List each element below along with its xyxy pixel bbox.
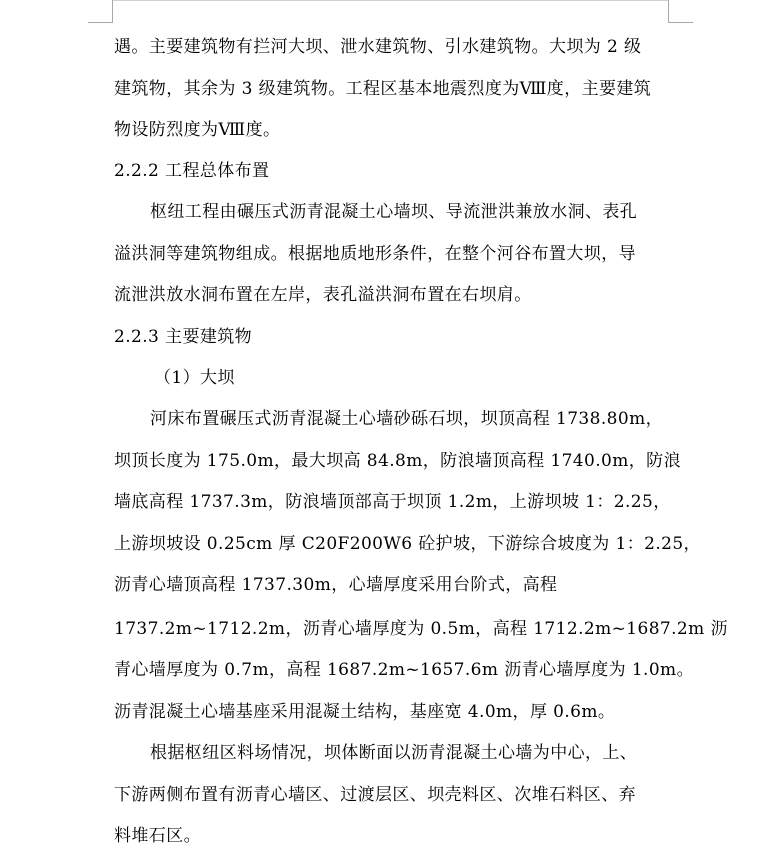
body-line: 下游两侧布置有沥青心墙区、过渡层区、坝壳料区、次堆石料区、弃 (114, 785, 636, 805)
body-line: 根据枢纽区料场情况，坝体断面以沥青混凝土心墙为中心，上、 (150, 743, 638, 763)
subsection-heading-dam: （1）大坝 (154, 368, 235, 388)
body-line: 坝顶长度为 175.0m，最大坝高 84.8m，防浪墙顶高程 1740.0m，防浪 (114, 451, 681, 471)
section-heading-2-2-3: 2.2.3 主要建筑物 (114, 327, 253, 347)
page-top-edge (112, 0, 669, 1)
section-heading-2-2-2: 2.2.2 工程总体布置 (114, 161, 270, 181)
body-line: 枢纽工程由碾压式沥青混凝土心墙坝、导流泄洪兼放水洞、表孔 (150, 202, 638, 222)
crop-mark-top-right-vertical (668, 0, 669, 23)
body-line: 沥青心墙顶高程 1737.30m，心墙厚度采用台阶式，高程 (114, 575, 558, 595)
body-line: 青心墙厚度为 0.7m，高程 1687.2m~1657.6m 沥青心墙厚度为 1.0m。 (114, 660, 694, 680)
body-line: 流泄洪放水洞布置在左岸，表孔溢洪洞布置在右坝肩。 (114, 285, 532, 305)
crop-mark-top-left-horizontal (88, 22, 113, 23)
body-line: 1737.2m~1712.2m，沥青心墙厚度为 0.5m，高程 1712.2m~1687.2m 沥 (114, 619, 728, 639)
body-line: 建筑物，其余为 3 级建筑物。工程区基本地震烈度为Ⅷ度，主要建筑 (114, 79, 652, 99)
body-line: 溢洪洞等建筑物组成。根据地质地形条件，在整个河谷布置大坝，导 (114, 244, 636, 264)
body-line: 物设防烈度为Ⅷ度。 (114, 120, 281, 140)
body-line: 河床布置碾压式沥青混凝土心墙砂砾石坝，坝顶高程 1738.80m， (150, 409, 664, 429)
body-line: 遇。主要建筑物有拦河大坝、泄水建筑物、引水建筑物。大坝为 2 级 (114, 37, 642, 57)
crop-mark-top-left-vertical (112, 0, 113, 23)
body-line: 料堆石区。 (114, 826, 201, 846)
crop-mark-top-right-horizontal (668, 22, 693, 23)
body-line: 墙底高程 1737.3m，防浪墙顶部高于坝顶 1.2m，上游坝坡 1：2.25， (114, 492, 671, 512)
body-line: 上游坝坡设 0.25cm 厚 C20F200W6 砼护坡，下游综合坡度为 1：2.25， (114, 534, 701, 554)
body-line: 沥青混凝土心墙基座采用混凝土结构，基座宽 4.0m，厚 0.6m。 (114, 702, 616, 722)
